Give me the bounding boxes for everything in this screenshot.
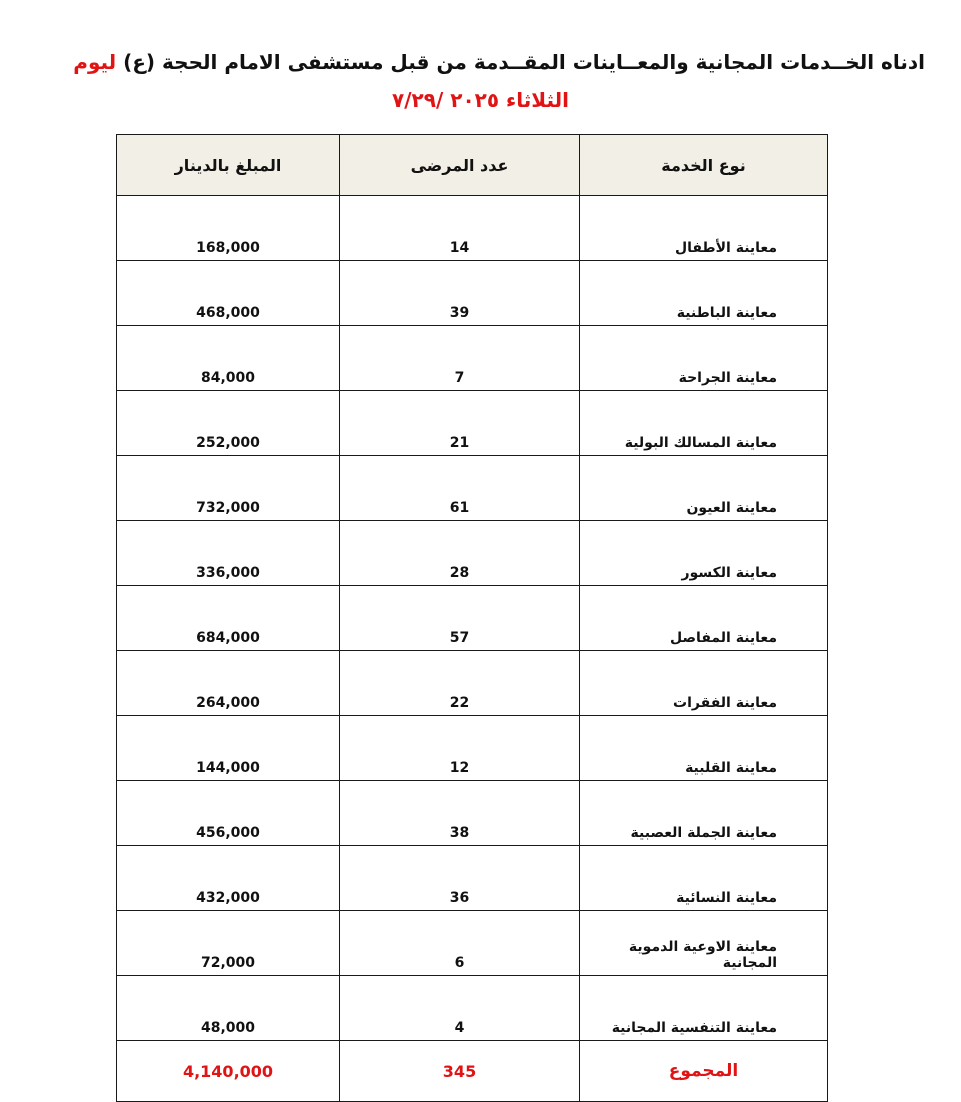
total-row (117, 1041, 828, 1102)
patients-cell: 28 (340, 521, 580, 586)
header-amount: المبلغ بالدينار (117, 135, 340, 196)
service-cell: معاينة المسالك البولية (580, 391, 828, 456)
amount-cell: 48,000 (117, 976, 340, 1041)
total-patients: 345 (340, 1041, 580, 1102)
patients-cell: 12 (340, 716, 580, 781)
header-patients: عدد المرضى (340, 135, 580, 196)
table-row (117, 391, 828, 456)
table-row (117, 456, 828, 521)
patients-cell: 4 (340, 976, 580, 1041)
service-cell: معاينة التنفسية المجانية (580, 976, 828, 1041)
amount-cell: 732,000 (117, 456, 340, 521)
amount-cell: 468,000 (117, 261, 340, 326)
patients-cell: 39 (340, 261, 580, 326)
service-cell: معاينة النسائية (580, 846, 828, 911)
title-main: ادناه الخــدمات المجانية والمعــاينات المقــدمة من قبل مستشفى الامام الحجة (ع) (123, 50, 925, 74)
table-row (117, 261, 828, 326)
service-cell: معاينة الكسور (580, 521, 828, 586)
page-title (65, 50, 925, 74)
header-row (117, 135, 828, 196)
title-day: ليوم (73, 50, 117, 74)
header-service: نوع الخدمة (580, 135, 828, 196)
amount-cell: 336,000 (117, 521, 340, 586)
amount-cell: 252,000 (117, 391, 340, 456)
table-row (117, 586, 828, 651)
amount-cell: 168,000 (117, 196, 340, 261)
date-line: الثلاثاء ٢٠٢٥ /٧/٢٩ (392, 88, 569, 112)
table-row (117, 781, 828, 846)
patients-cell: 36 (340, 846, 580, 911)
service-cell: معاينة الفقرات (580, 651, 828, 716)
amount-cell: 432,000 (117, 846, 340, 911)
amount-cell: 84,000 (117, 326, 340, 391)
amount-cell: 264,000 (117, 651, 340, 716)
service-cell: معاينة المفاصل (580, 586, 828, 651)
patients-cell: 21 (340, 391, 580, 456)
table-row (117, 326, 828, 391)
table-row (117, 976, 828, 1041)
table-row (117, 716, 828, 781)
patients-cell: 6 (340, 911, 580, 976)
total-amount: 4,140,000 (117, 1041, 340, 1102)
service-cell: معاينة الجملة العصبية (580, 781, 828, 846)
table-row (117, 846, 828, 911)
service-cell: معاينة القلبية (580, 716, 828, 781)
service-cell: معاينة العيون (580, 456, 828, 521)
table-row (117, 521, 828, 586)
patients-cell: 7 (340, 326, 580, 391)
service-cell: معاينة الجراحة (580, 326, 828, 391)
patients-cell: 38 (340, 781, 580, 846)
service-cell: معاينة الباطنية (580, 261, 828, 326)
services-table (116, 134, 828, 1102)
patients-cell: 22 (340, 651, 580, 716)
patients-cell: 14 (340, 196, 580, 261)
table-body (117, 196, 828, 1102)
table-row (117, 911, 828, 976)
table-row (117, 196, 828, 261)
amount-cell: 72,000 (117, 911, 340, 976)
amount-cell: 456,000 (117, 781, 340, 846)
table-row (117, 651, 828, 716)
patients-cell: 57 (340, 586, 580, 651)
amount-cell: 684,000 (117, 586, 340, 651)
amount-cell: 144,000 (117, 716, 340, 781)
service-cell: معاينة الأطفال (580, 196, 828, 261)
patients-cell: 61 (340, 456, 580, 521)
service-cell: معاينة الاوعية الدموية المجانية (580, 911, 828, 976)
total-label: المجموع (580, 1041, 828, 1102)
